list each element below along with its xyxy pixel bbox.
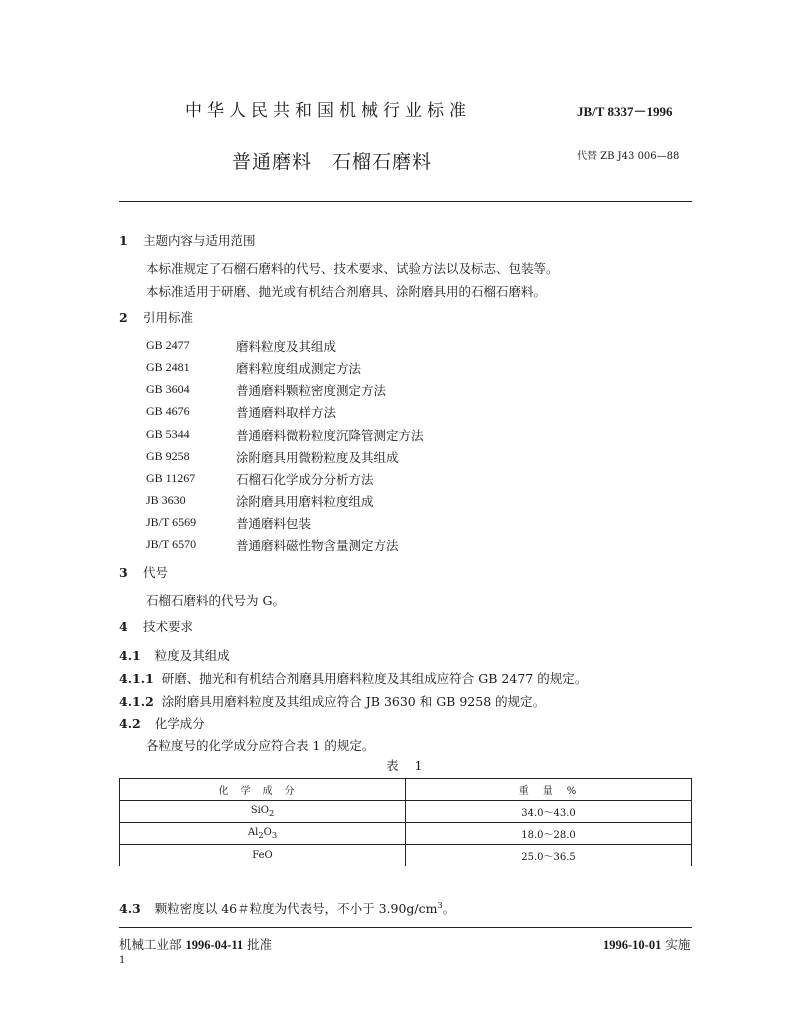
document-title: 普通磨料 石榴石磨料 — [232, 151, 433, 173]
clause-4-2-text: 各粒度号的化学成分应符合表 1 的规定。 — [146, 738, 375, 753]
section-2-number: 2 — [119, 310, 128, 325]
reference-name: 涂附磨具用磨料粒度组成 — [236, 494, 374, 509]
clause-4-1-2-number: 4.1.2 — [119, 694, 154, 709]
table-cell-component — [120, 801, 406, 823]
formula-subscript: 3 — [271, 830, 278, 840]
section-4-heading — [119, 617, 193, 635]
reference-code: JB/T 6570 — [146, 537, 197, 551]
clause-4-1-number: 4.1 — [119, 648, 141, 663]
section-4-number: 4 — [119, 619, 128, 634]
section-1-title: 主题内容与适用范围 — [143, 233, 256, 248]
reference-code: GB 3604 — [146, 382, 190, 396]
clause-4-1 — [119, 646, 230, 664]
table-header-row — [120, 779, 692, 801]
approval-line — [119, 935, 272, 953]
clause-4-1-1-text: 研磨、抛光和有机结合剂磨具用磨料粒度及其组成应符合 GB 2477 的规定。 — [161, 671, 588, 686]
section-1-paragraph-1: 本标准规定了石榴石磨料的代号、技术要求、试验方法以及标志、包装等。 — [146, 261, 559, 276]
reference-code: GB 9258 — [146, 449, 190, 463]
reference-code: GB 2481 — [146, 360, 190, 374]
reference-code: GB 2477 — [146, 338, 190, 352]
approval-date: 1996-04-11 — [185, 938, 244, 952]
table-row — [120, 801, 692, 823]
clause-4-3-text: 颗粒密度以 46＃粒度为代表号，不小于 3.90g/cm — [154, 901, 438, 916]
clause-4-3-number: 4.3 — [119, 901, 141, 916]
clause-4-1-2-text: 涂附磨具用磨料粒度及其组成应符合 JB 3630 和 GB 9258 的规定。 — [161, 694, 546, 709]
component-formula: Al — [247, 827, 259, 838]
section-2-heading — [119, 308, 193, 326]
standard-code: JB/T 8337－1996 — [577, 104, 673, 119]
section-2-title: 引用标准 — [143, 310, 194, 325]
reference-name: 普通磨料包装 — [236, 516, 312, 531]
chemical-composition-table — [119, 778, 692, 866]
clause-4-3-text-end: 。 — [442, 901, 456, 916]
section-1-heading — [119, 231, 256, 249]
table-cell-value: 18.0～28.0 — [406, 823, 692, 845]
header-divider — [119, 201, 692, 202]
effective-label: 实施 — [665, 937, 691, 952]
reference-code: GB 4676 — [146, 404, 190, 418]
effective-line — [603, 935, 690, 953]
clause-4-1-1-number: 4.1.1 — [119, 671, 154, 686]
clause-4-1-1 — [119, 669, 587, 687]
formula-subscript: 2 — [258, 830, 264, 840]
table-header-component: 化学成分 — [120, 779, 406, 801]
table-cell-component — [120, 823, 406, 845]
standard-title: 中华人民共和国机械行业标准 — [185, 101, 471, 121]
section-4-title: 技术要求 — [143, 619, 194, 634]
table-header-weight: 重 量 % — [406, 779, 692, 801]
reference-name: 普通磨料颗粒密度测定方法 — [236, 383, 387, 398]
reference-name: 石榴石化学成分分析方法 — [236, 472, 374, 487]
section-3-text: 石榴石磨料的代号为 G。 — [146, 593, 285, 608]
footer-divider — [119, 927, 692, 928]
table-cell-value: 25.0～36.5 — [406, 845, 692, 867]
table-row — [120, 845, 692, 867]
component-formula: FeO — [252, 850, 273, 861]
clause-4-2-number: 4.2 — [119, 716, 141, 731]
component-formula: SiO — [250, 805, 269, 816]
reference-code: JB/T 6569 — [146, 515, 197, 529]
reference-code: GB 5344 — [146, 427, 190, 441]
clause-4-1-title: 粒度及其组成 — [154, 648, 230, 663]
effective-date: 1996-10-01 — [603, 938, 662, 952]
replaces-note: 代替 ZB J43 006—88 — [577, 151, 680, 162]
reference-name: 涂附磨具用微粉粒度及其组成 — [236, 450, 399, 465]
section-1-number: 1 — [119, 233, 128, 248]
reference-name: 普通磨料取样方法 — [236, 405, 337, 420]
clause-4-3 — [119, 899, 455, 917]
clause-4-2 — [119, 714, 205, 732]
reference-code: JB 3630 — [146, 493, 186, 507]
section-3-heading — [119, 563, 168, 581]
table-1-caption: 表 1 — [386, 758, 429, 773]
clause-4-1-2 — [119, 692, 545, 710]
table-cell-value: 34.0～43.0 — [406, 801, 692, 823]
page-number: 1 — [119, 955, 126, 966]
unit-superscript: 3 — [437, 900, 443, 910]
section-3-number: 3 — [119, 565, 128, 580]
table-cell-component — [120, 845, 406, 867]
section-1-paragraph-2: 本标准适用于研磨、抛光或有机结合剂磨具、涂附磨具用的石榴石磨料。 — [146, 284, 547, 299]
reference-name: 磨料粒度及其组成 — [236, 339, 337, 354]
clause-4-2-title: 化学成分 — [154, 716, 205, 731]
reference-name: 普通磨料微粉粒度沉降管测定方法 — [236, 428, 424, 443]
reference-name: 普通磨料磁性物含量测定方法 — [236, 538, 399, 553]
issuer: 机械工业部 — [119, 937, 182, 952]
approval-label: 批准 — [247, 937, 273, 952]
table-row — [120, 823, 692, 845]
formula-subscript: 2 — [268, 808, 275, 818]
section-3-title: 代号 — [143, 565, 169, 580]
reference-name: 磨料粒度组成测定方法 — [236, 361, 362, 376]
reference-code: GB 11267 — [146, 471, 196, 485]
component-formula-suffix: O — [263, 827, 272, 838]
